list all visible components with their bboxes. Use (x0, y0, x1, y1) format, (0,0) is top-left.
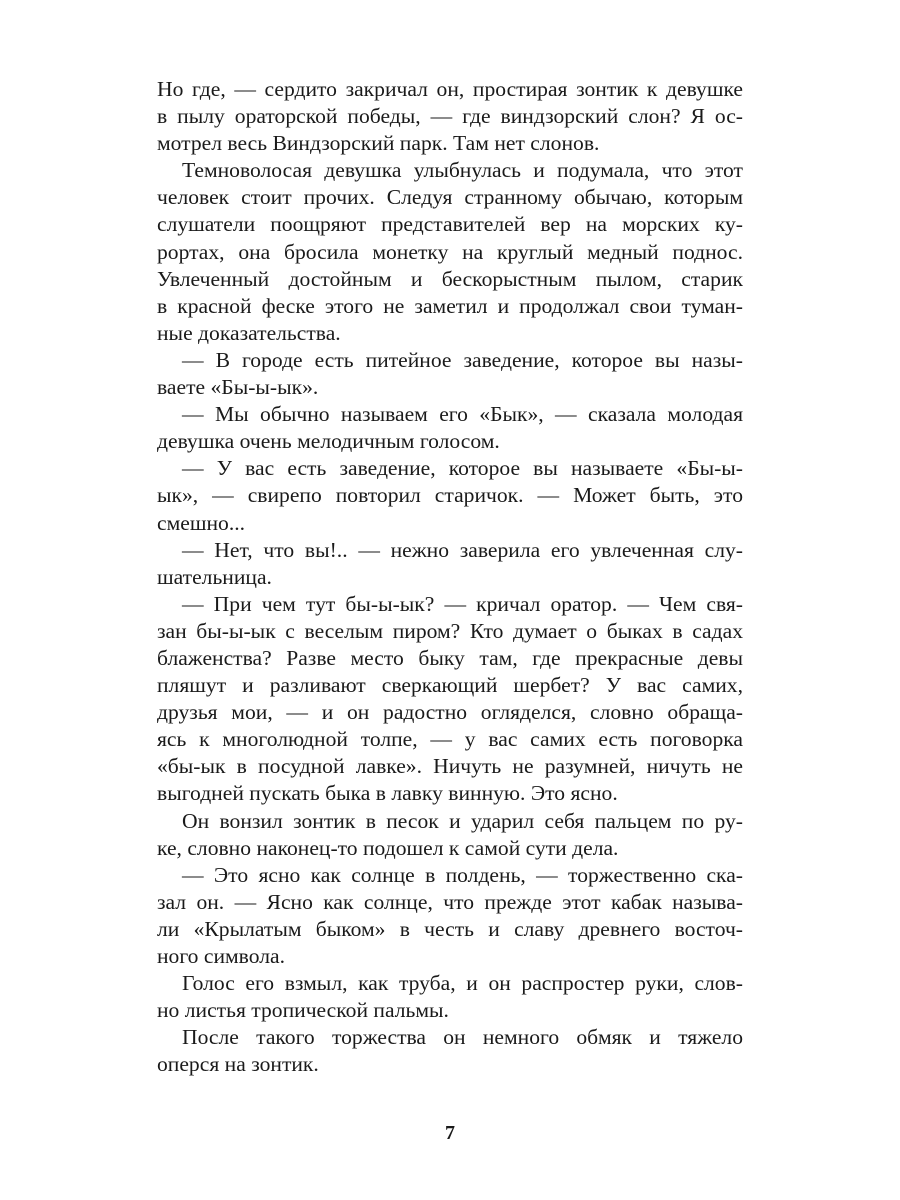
text-line: — В городе есть питейное заведение, которое вы назы- (182, 347, 743, 372)
text-line: Он вонзил зонтик в песок и ударил себя пальцем по ру- (182, 808, 743, 833)
text-line: ык», — свирепо повторил старичок. — Может быть, это (157, 483, 743, 508)
page-number: 7 (445, 1122, 455, 1144)
text-line: — Нет, что вы!.. — нежно заверила его увлеченная слу- (182, 537, 743, 562)
text-line: выгодней пускать быка в лавку винную. Это ясно. (157, 781, 618, 806)
text-line: шательница. (157, 564, 272, 589)
text-line: — При чем тут бы-ы-ык? — кричал оратор. — Чем свя- (182, 591, 743, 616)
text-line: ке, словно наконец-то подошел к самой сути дела. (157, 835, 619, 860)
text-line: смешно... (157, 510, 246, 535)
text-line: в красной феске этого не заметил и продолжал свои туман- (157, 293, 743, 318)
text-line: После такого торжества он немного обмяк и тяжело (182, 1025, 743, 1050)
text-line: рортах, она бросила монетку на круглый медный поднос. (157, 239, 743, 264)
body-text (157, 76, 743, 1078)
text-line: Увлеченный достойным и бескорыстным пылом, старик (157, 266, 743, 291)
text-line: зан бы-ы-ык с веселым пиром? Кто думает о быках в садах (157, 618, 743, 643)
text-line: блаженства? Разве место быку там, где прекрасные девы (157, 645, 743, 670)
text-line: девушка очень мелодичным голосом. (157, 429, 500, 454)
text-line: мотрел весь Виндзорский парк. Там нет слонов. (157, 131, 600, 156)
text-line: в пылу ораторской победы, — где виндзорский слон? Я ос- (157, 104, 743, 129)
text-line: но листья тропической пальмы. (157, 998, 449, 1023)
text-line: слушатели поощряют представителей вер на морских ку- (157, 212, 743, 237)
text-line: зал он. — Ясно как солнце, что прежде этот кабак называ- (157, 889, 743, 914)
text-line: ного символа. (157, 944, 285, 968)
text-line: человек стоит прочих. Следуя странному обычаю, которым (157, 185, 743, 210)
text-line: Темноволосая девушка улыбнулась и подумала, что этот (182, 158, 743, 183)
text-line: ваете «Бы-ы-ык». (157, 375, 319, 400)
text-line: оперся на зонтик. (157, 1052, 319, 1077)
text-line: друзья мои, — и он радостно огляделся, словно обраща- (157, 700, 743, 725)
text-line: — Это ясно как солнце в полдень, — торжественно ска- (182, 862, 743, 887)
text-line: ясь к многолюдной толпе, — у вас самих есть поговорка (157, 727, 743, 752)
text-line: — У вас есть заведение, которое вы называете «Бы-ы- (182, 456, 743, 481)
text-line: Голос его взмыл, как труба, и он распростер руки, слов- (182, 971, 743, 996)
text-line: — Мы обычно называем его «Бык», — сказала молодая (182, 402, 743, 427)
text-line: Но где, — сердито закричал он, простирая зонтик к девушке (157, 77, 743, 101)
text-line: «бы-ык в посудной лавке». Ничуть не разумней, ничуть не (157, 754, 743, 779)
text-line: пляшут и разливают сверкающий шербет? У вас самих, (157, 673, 743, 698)
text-line: ли «Крылатым быком» в честь и славу древнего восточ- (157, 916, 743, 941)
text-line: ные доказательства. (157, 320, 341, 345)
